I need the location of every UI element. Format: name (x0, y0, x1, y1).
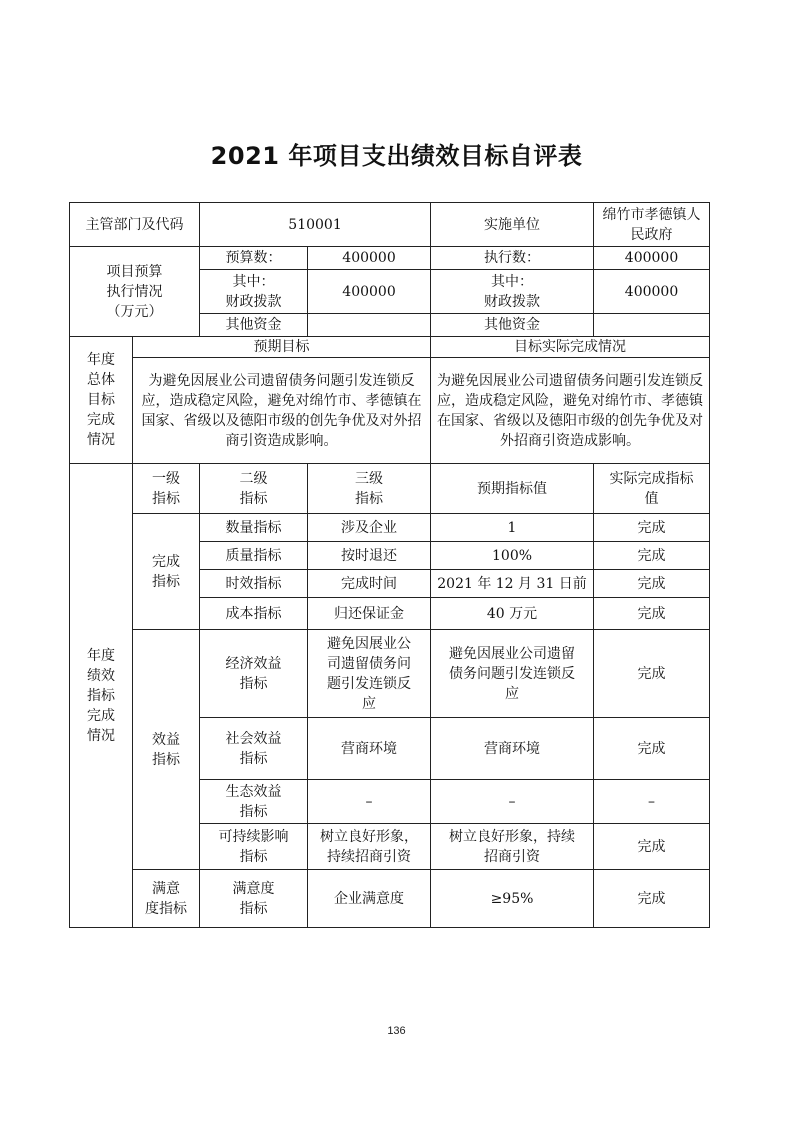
row-expected: 100% (431, 542, 594, 570)
row-level3: 完成时间 (308, 570, 431, 598)
satisfaction-group-label: 满意 度指标 (133, 870, 200, 928)
row-actual: 完成 (594, 630, 710, 718)
exec-value: 400000 (594, 247, 710, 270)
row-actual: 完成 (594, 514, 710, 542)
row-level3: 按时退还 (308, 542, 431, 570)
row-level3: 归还保证金 (308, 598, 431, 630)
other-exec (594, 314, 710, 337)
budget-section-label: 项目预算 执行情况 （万元） (70, 247, 200, 337)
unit-label: 实施单位 (431, 203, 594, 247)
goal-section-label: 年度 总体 目标 完成 情况 (70, 337, 133, 464)
other-budget (308, 314, 431, 337)
benefit-group-label: 效益 指标 (133, 630, 200, 870)
row-expected: 避免因展业公司遗留 债务问题引发连锁反 应 (431, 630, 594, 718)
other-label: 其他资金 (200, 314, 308, 337)
row-expected: 营商环境 (431, 718, 594, 780)
row-actual: 完成 (594, 570, 710, 598)
completion-group-label: 完成 指标 (133, 514, 200, 630)
dept-label: 主管部门及代码 (70, 203, 200, 247)
row-actual: 完成 (594, 718, 710, 780)
budget-value: 400000 (308, 247, 431, 270)
fiscal-exec-label: 其中： 财政拨款 (431, 270, 594, 314)
fiscal-exec: 400000 (594, 270, 710, 314)
row-level2: 经济效益 指标 (200, 630, 308, 718)
table-row (70, 514, 710, 542)
goal-header-row (70, 337, 710, 358)
col-expected: 预期指标值 (431, 464, 594, 514)
goal-text-row (70, 358, 710, 464)
row-level2: 满意度 指标 (200, 870, 308, 928)
row-level3: 避免因展业公 司遗留债务问 题引发连锁反 应 (308, 630, 431, 718)
unit-name: 绵竹市孝德镇人民政府 (594, 203, 710, 247)
actual-goal-text: 为避免因展业公司遗留债务问题引发连锁反应，造成稳定风险，避免对绵竹市、孝德镇在国家、省级以及德阳市级的创先争优及对外招商引资造成影响。 (431, 358, 710, 464)
row-actual: 完成 (594, 870, 710, 928)
other-exec-label: 其他资金 (431, 314, 594, 337)
fiscal-budget: 400000 (308, 270, 431, 314)
page-title: 2021 年项目支出绩效目标自评表 (210, 142, 583, 170)
table-row (70, 630, 710, 718)
row-level2: 可持续影响 指标 (200, 824, 308, 870)
header-row (70, 203, 710, 247)
row-level2: 社会效益 指标 (200, 718, 308, 780)
indicator-section-label: 年度 绩效 指标 完成 情况 (70, 464, 133, 928)
row-actual: 完成 (594, 542, 710, 570)
actual-goal-header: 目标实际完成情况 (431, 337, 710, 358)
col-level2: 二级 指标 (200, 464, 308, 514)
row-expected: 1 (431, 514, 594, 542)
planned-goal-text: 为避免因展业公司遗留债务问题引发连锁反应，造成稳定风险，避免对绵竹市、孝德镇在国家、省级以及德阳市级的创先争优及对外招商引资造成影响。 (133, 358, 431, 464)
col-actual: 实际完成指标 值 (594, 464, 710, 514)
row-actual: 完成 (594, 598, 710, 630)
row-level2: 生态效益 指标 (200, 780, 308, 824)
col-level1: 一级 指标 (133, 464, 200, 514)
budget-label: 预算数： (200, 247, 308, 270)
row-expected: 40 万元 (431, 598, 594, 630)
row-expected: 2021 年 12 月 31 日前 (431, 570, 594, 598)
page-number: 136 (387, 1025, 406, 1037)
fiscal-label: 其中： 财政拨款 (200, 270, 308, 314)
exec-label: 执行数： (431, 247, 594, 270)
row-expected: – (431, 780, 594, 824)
table-row (70, 870, 710, 928)
row-level2: 数量指标 (200, 514, 308, 542)
col-level3: 三级 指标 (308, 464, 431, 514)
row-level3: 企业满意度 (308, 870, 431, 928)
row-level2: 时效指标 (200, 570, 308, 598)
row-actual: – (594, 780, 710, 824)
budget-row (70, 247, 710, 270)
indicator-header-row (70, 464, 710, 514)
row-level3: 树立良好形象， 持续招商引资 (308, 824, 431, 870)
planned-goal-header: 预期目标 (133, 337, 431, 358)
row-level2: 成本指标 (200, 598, 308, 630)
row-actual: 完成 (594, 824, 710, 870)
row-level3: – (308, 780, 431, 824)
row-expected: 树立良好形象，持续 招商引资 (431, 824, 594, 870)
row-expected: ≥95% (431, 870, 594, 928)
row-level3: 营商环境 (308, 718, 431, 780)
performance-table (69, 202, 710, 928)
row-level2: 质量指标 (200, 542, 308, 570)
dept-code: 510001 (200, 203, 431, 247)
row-level3: 涉及企业 (308, 514, 431, 542)
